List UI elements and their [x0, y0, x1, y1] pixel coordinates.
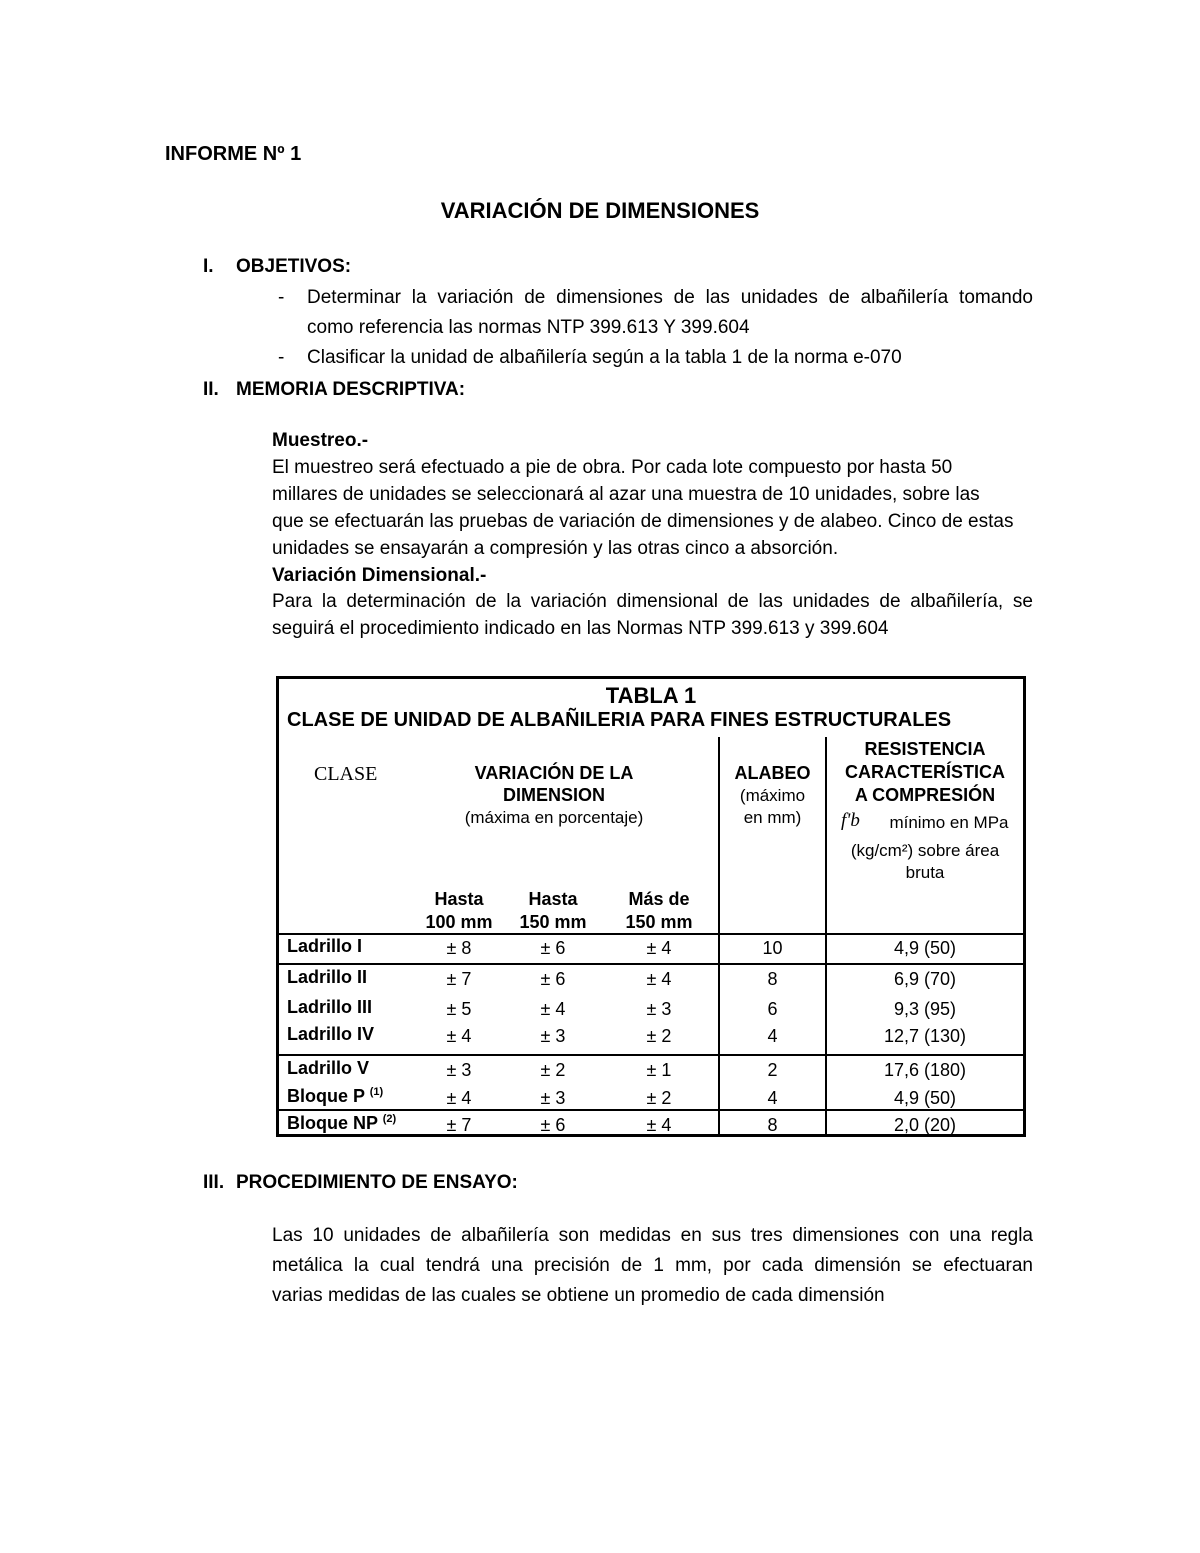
- table-1: [276, 676, 1026, 1137]
- cell-resistencia: 2,0 (20): [893, 1115, 957, 1135]
- cell-v100: ± 7: [446, 969, 472, 989]
- cell-alabeo: 8: [767, 969, 778, 989]
- cell-vmas: ± 3: [646, 999, 672, 1019]
- header-variacion-1: VARIACIÓN DE LA: [474, 763, 634, 783]
- fb-symbol: f'b: [841, 810, 860, 831]
- bullet-dash: -: [278, 347, 285, 368]
- footnote-marker: (2): [382, 1113, 397, 1125]
- cell-v100: ± 7: [446, 1115, 472, 1135]
- cell-vmas: ± 4: [646, 969, 672, 989]
- subheader-mas-l2: 150 mm: [625, 912, 693, 932]
- paragraph-line: que se efectuarán las pruebas de variación de dimensiones y de alabeo. Cinco de estas: [272, 511, 1014, 532]
- muestreo-paragraph: [272, 454, 1032, 562]
- cell-resistencia: 9,3 (95): [893, 999, 957, 1019]
- subheader-150-l2: 150 mm: [519, 912, 587, 932]
- row-clase: Ladrillo III: [287, 997, 373, 1017]
- cell-v150: ± 2: [540, 1060, 566, 1080]
- row-clase: Ladrillo V: [287, 1058, 370, 1078]
- cell-resistencia: 12,7 (130): [883, 1026, 967, 1046]
- subheader-100-l2: 100 mm: [425, 912, 493, 932]
- paragraph-line: El muestreo será efectuado a pie de obra. Por cada lote compuesto por hasta 50: [272, 457, 953, 478]
- row-divider: [279, 1054, 1023, 1056]
- subheader-mas-l1: Más de: [628, 889, 690, 909]
- variacion-heading: Variación Dimensional.-: [272, 565, 487, 586]
- paragraph-line: millares de unidades se seleccionará al azar una muestra de 10 unidades, sobre las: [272, 484, 980, 505]
- footnote-marker: (1): [369, 1086, 384, 1098]
- header-resistencia-3: A COMPRESIÓN: [854, 785, 996, 805]
- header-resistencia-1: RESISTENCIA: [864, 739, 986, 759]
- cell-alabeo: 4: [767, 1026, 778, 1046]
- cell-v150: ± 3: [540, 1088, 566, 1108]
- cell-vmas: ± 4: [646, 938, 672, 958]
- cell-vmas: ± 2: [646, 1026, 672, 1046]
- report-number: INFORME Nº 1: [165, 143, 302, 165]
- cell-vmas: ± 1: [646, 1060, 672, 1080]
- table-subtitle: CLASE DE UNIDAD DE ALBAÑILERIA PARA FINES ESTRUCTURALES: [287, 709, 952, 731]
- section-heading-procedimiento: PROCEDIMIENTO DE ENSAYO:: [236, 1172, 518, 1193]
- cell-alabeo: 4: [767, 1088, 778, 1108]
- header-resistencia-6: bruta: [905, 863, 945, 882]
- cell-alabeo: 2: [767, 1060, 778, 1080]
- row-divider: [279, 963, 1023, 965]
- row-clase: Ladrillo II: [287, 967, 368, 987]
- procedimiento-paragraph: [272, 1221, 1033, 1311]
- cell-alabeo: 6: [767, 999, 778, 1019]
- document-title: VARIACIÓN DE DIMENSIONES: [440, 198, 760, 223]
- cell-v100: ± 4: [446, 1026, 472, 1046]
- section-numeral-2: II.: [203, 379, 219, 400]
- objective-1-line1: Determinar la variación de dimensiones de las unidades de albañilería tomando: [307, 287, 1033, 308]
- header-alabeo-2: (máximo: [739, 786, 806, 805]
- header-clase: CLASE: [314, 763, 378, 785]
- muestreo-heading: Muestreo.-: [272, 430, 369, 451]
- row-clase-text: Bloque NP: [287, 1113, 378, 1133]
- paragraph-line: Las 10 unidades de albañilería son medidas en sus tres dimensiones con una regla: [272, 1225, 1033, 1246]
- cell-resistencia: 4,9 (50): [893, 938, 957, 958]
- subheader-150-l1: Hasta: [528, 889, 578, 909]
- row-divider: [279, 1109, 1023, 1111]
- cell-vmas: ± 2: [646, 1088, 672, 1108]
- cell-v100: ± 5: [446, 999, 472, 1019]
- cell-v150: ± 6: [540, 1115, 566, 1135]
- cell-resistencia: 4,9 (50): [893, 1088, 957, 1108]
- section-numeral-3: III.: [203, 1172, 225, 1193]
- cell-v150: ± 4: [540, 999, 566, 1019]
- cell-alabeo: 8: [767, 1115, 778, 1135]
- objective-2-line1: Clasificar la unidad de albañilería según a la tabla 1 de la norma e-070: [307, 347, 902, 368]
- header-variacion-3: (máxima en porcentaje): [464, 808, 644, 827]
- table-title: TABLA 1: [605, 683, 697, 708]
- bullet-dash: -: [278, 287, 285, 308]
- cell-v150: ± 6: [540, 969, 566, 989]
- paragraph-line: unidades se ensayarán a compresión y las otras cinco a absorción.: [272, 538, 839, 559]
- row-clase: [287, 1086, 383, 1107]
- variacion-paragraph: [272, 588, 1033, 642]
- cell-v100: ± 3: [446, 1060, 472, 1080]
- cell-v100: ± 8: [446, 938, 472, 958]
- paragraph-line: Para la determinación de la variación dimensional de las unidades de albañilería, se: [272, 591, 1033, 612]
- section-heading-objetivos: OBJETIVOS:: [236, 256, 352, 277]
- row-clase: [287, 1113, 396, 1134]
- cell-v150: ± 6: [540, 938, 566, 958]
- cell-resistencia: 6,9 (70): [893, 969, 957, 989]
- section-heading-memoria: MEMORIA DESCRIPTIVA:: [236, 379, 466, 400]
- header-variacion-2: DIMENSION: [502, 785, 605, 805]
- header-resistencia-2: CARACTERÍSTICA: [845, 762, 1005, 782]
- header-alabeo-1: ALABEO: [734, 763, 811, 783]
- row-clase: Ladrillo IV: [287, 1024, 375, 1044]
- paragraph-line: seguirá el procedimiento indicado en las Normas NTP 399.613 y 399.604: [272, 618, 889, 639]
- cell-v100: ± 4: [446, 1088, 472, 1108]
- row-divider: [279, 933, 1023, 935]
- paragraph-line: varias medidas de las cuales se obtiene un promedio de cada dimensión: [272, 1285, 885, 1306]
- header-resistencia-4: mínimo en MPa: [889, 813, 1009, 832]
- subheader-100-l1: Hasta: [434, 889, 484, 909]
- row-clase-text: Bloque P: [287, 1086, 365, 1106]
- cell-vmas: ± 4: [646, 1115, 672, 1135]
- objective-1-line2: como referencia las normas NTP 399.613 Y 399.604: [307, 317, 750, 338]
- cell-v150: ± 3: [540, 1026, 566, 1046]
- cell-resistencia: 17,6 (180): [883, 1060, 967, 1080]
- cell-alabeo: 10: [762, 938, 783, 958]
- row-clase: Ladrillo I: [287, 936, 363, 956]
- section-numeral-1: I.: [203, 256, 214, 277]
- header-alabeo-3: en mm): [743, 808, 802, 827]
- header-resistencia-5: (kg/cm²) sobre área: [850, 841, 1000, 860]
- paragraph-line: metálica la cual tendrá una precisión de 1 mm, por cada dimensión se efectuaran: [272, 1255, 1033, 1276]
